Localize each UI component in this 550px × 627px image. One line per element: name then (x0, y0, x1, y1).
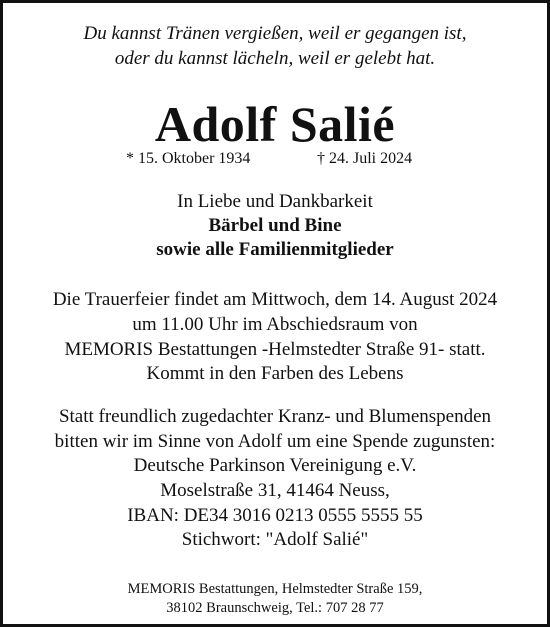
donation-line-4: Moselstraße 31, 41464 Neuss, (160, 480, 390, 501)
donation-line-3: Deutsche Parkinson Vereinigung e.V. (133, 455, 417, 476)
mourners-intro: In Liebe und Dankbarkeit (177, 191, 373, 212)
service-line-1: Die Trauerfeier findet am Mittwoch, dem 14. August 2024 (52, 289, 498, 310)
service-line-3: MEMORIS Bestattungen -Helmstedter Straße 91- statt. (64, 339, 486, 360)
life-dates (3, 149, 547, 169)
death-date: † 24. Juli 2024 (317, 150, 413, 167)
quote-line-2: oder du kannst lächeln, weil er gelebt hat. (114, 48, 436, 69)
donation-line-5: IBAN: DE34 3016 0213 0555 5555 55 (127, 505, 423, 526)
mourners-family: sowie alle Familienmitglieder (156, 239, 394, 260)
donation-line-6: Stichwort: "Adolf Salié" (181, 529, 369, 550)
quote-line-1: Du kannst Tränen vergießen, weil er gegangen ist, (83, 23, 467, 44)
donation-line-1: Statt freundlich zugedachter Kranz- und Blumenspenden (58, 406, 492, 427)
footer-line-1: MEMORIS Bestattungen, Helmstedter Straße 159, (127, 581, 423, 597)
service-line-4: Kommt in den Farben des Lebens (146, 363, 404, 384)
birth-date: * 15. Oktober 1934 (126, 150, 251, 167)
deceased-name: Adolf Salié (154, 96, 396, 152)
footer-line-2: 38102 Braunschweig, Tel.: 707 28 77 (166, 600, 384, 616)
donation-line-2: bitten wir im Sinne von Adolf um eine Spende zugunsten: (54, 431, 496, 452)
service-line-2: um 11.00 Uhr im Abschiedsraum von (132, 314, 418, 335)
mourners-names: Bärbel und Bine (208, 215, 342, 236)
